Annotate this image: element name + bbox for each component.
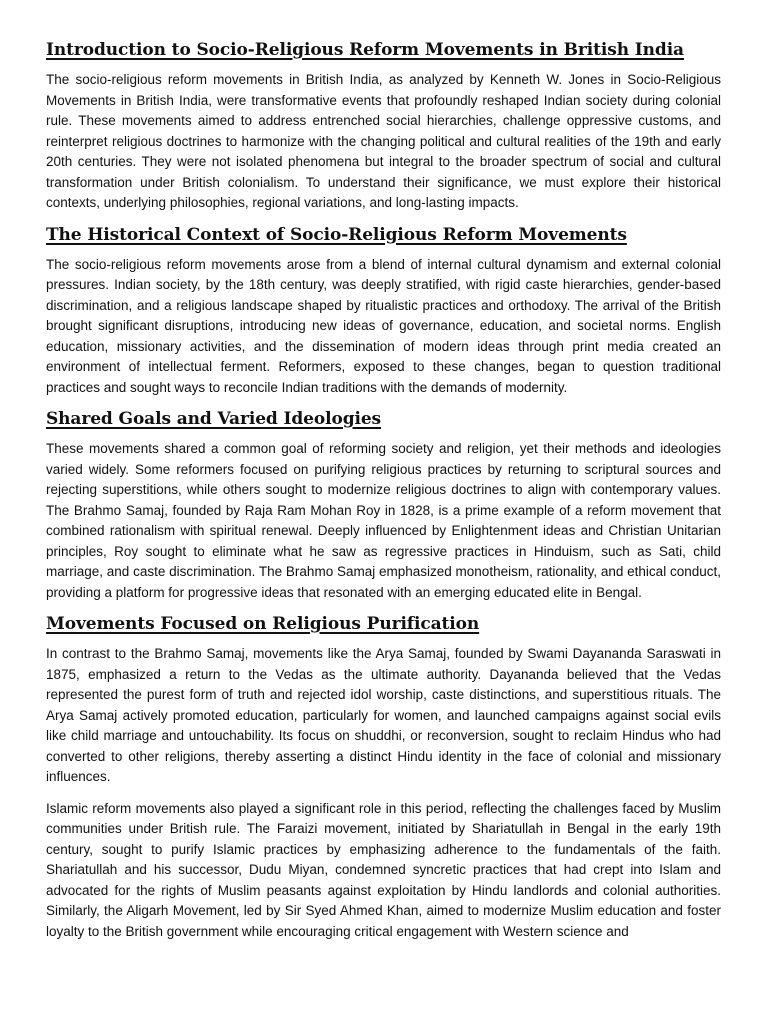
section-religious-purification xyxy=(46,614,721,942)
section-shared-goals xyxy=(46,409,721,603)
section-heading: The Historical Context of Socio-Religious Reform Movements xyxy=(46,224,627,245)
section-introduction xyxy=(46,40,721,214)
paragraph: The socio-religious reform movements arose from a blend of internal cultural dynamism and external colonial pressures. Indian society, by the 18th century, was deeply stratified, with rigid caste hierarchies, gender-based discrimination, and a religious landscape shaped by ritualistic practices and orthodoxy. The arrival of the British brought significant disruptions, introducing new ideas of governance, education, and societal norms. English education, missionary activities, and the dissemination of modern ideas through print media created an environment of intellectual ferment. Reformers, exposed to these changes, began to question traditional practices and sought ways to reconcile Indian traditions with the demands of modernity. xyxy=(46,256,721,395)
section-heading: Movements Focused on Religious Purification xyxy=(46,614,480,634)
paragraph: Islamic reform movements also played a significant role in this period, reflecting the challenges faced by Muslim communities under British rule. The Faraizi movement, initiated by Shariatullah in Bengal in the early 19th century, sought to purify Islamic practices by emphasizing adherence to the fundamentals of the faith. Shariatullah and his successor, Dudu Miyan, condemned syncretic practices that had crept into Islam and advocated for the rights of Muslim peasants against exploitation by Hindu landlords and colonial authorities. Similarly, the Aligarh Movement, led by Sir Syed Ahmed Khan, aimed to modernize Muslim education and foster loyalty to the British government while encouraging critical engagement with Western science and xyxy=(46,800,721,939)
document-page xyxy=(46,40,721,953)
paragraph: These movements shared a common goal of reforming society and religion, yet their methods and ideologies varied widely. Some reformers focused on purifying religious practices by returning to scriptural sources and rejecting superstitions, while others sought to modernize religious doctrines to align with contemporary values. The Brahmo Samaj, founded by Raja Ram Mohan Roy in 1828, is a prime example of a reform movement that combined rationalism with spiritual renewal. Deeply influenced by Enlightenment ideas and Christian Unitarian principles, Roy sought to eliminate what he saw as regressive practices in Hinduism, such as Sati, child marriage, and caste discrimination. The Brahmo Samaj emphasized monotheism, rationality, and ethical conduct, providing a platform for progressive ideas that resonated with an emerging educated elite in Bengal. xyxy=(46,441,721,600)
paragraph: The socio-religious reform movements in British India, as analyzed by Kenneth W. Jones in Socio-Religious Movements in British India, were transformative events that profoundly reshaped Indian society during colonial rule. These movements aimed to address entrenched social hierarchies, challenge oppressive customs, and reinterpret religious doctrines to harmonize with the changing political and cultural realities of the 19th and early 20th centuries. They were not isolated phenomena but integral to the broader spectrum of social and cultural transformation under British colonialism. To understand their significance, we must explore their historical contexts, underlying philosophies, regional variations, and long-lasting impacts. xyxy=(46,72,721,210)
section-historical-context xyxy=(46,225,721,399)
section-heading: Introduction to Socio-Religious Reform Movements in British India xyxy=(46,40,684,60)
section-heading: Shared Goals and Varied Ideologies xyxy=(46,409,382,429)
paragraph: In contrast to the Brahmo Samaj, movements like the Arya Samaj, founded by Swami Dayananda Saraswati in 1875, emphasized a return to the Vedas as the ultimate authority. Dayananda believed that the Vedas represented the purest form of truth and rejected idol worship, caste distinctions, and superstitious rituals. The Arya Samaj actively promoted education, particularly for women, and launched campaigns against social evils like child marriage and untouchability. Its focus on shuddhi, or reconversion, sought to reclaim Hindus who had converted to other religions, thereby asserting a distinct Hindu identity in the face of colonial and missionary influences. xyxy=(46,646,721,784)
